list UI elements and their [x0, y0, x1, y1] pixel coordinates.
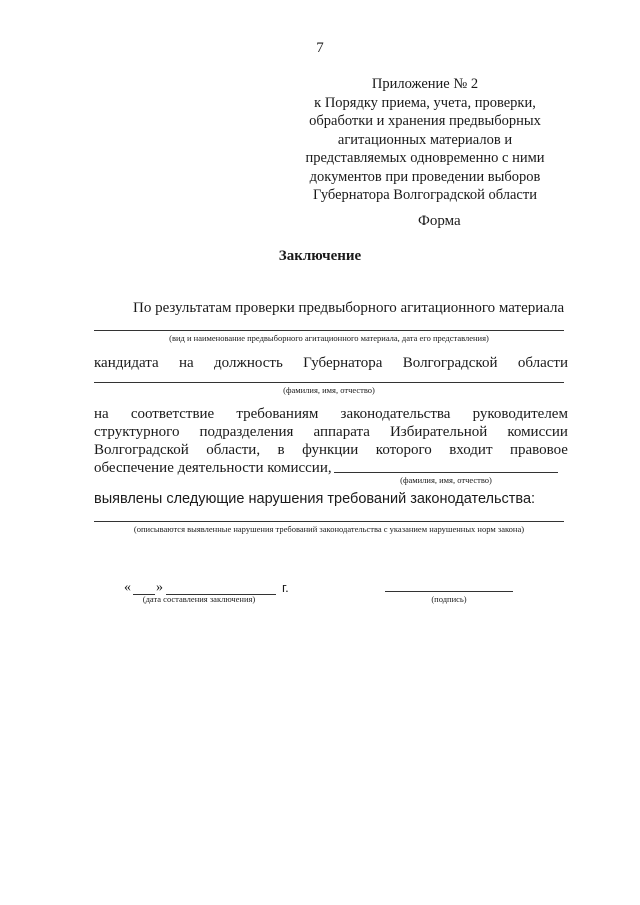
candidate-word: на: [179, 355, 194, 371]
appendix-line: к Порядку приема, учета, проверки,: [314, 94, 536, 111]
violations-blank-line: [94, 521, 564, 522]
candidate-word: должность: [214, 355, 283, 371]
compliance-word: области,: [206, 442, 261, 458]
document-title: Заключение: [278, 248, 362, 264]
close-quote: »: [156, 580, 163, 595]
compliance-word: соответствие: [130, 406, 215, 422]
violations-caption: (описываются выявленные нарушения требований законодательства с указанием нарушенных норм закона): [133, 524, 525, 534]
date-caption: (дата составления заключения): [142, 594, 256, 604]
commission-fio-line: [334, 472, 558, 473]
candidate-word: Волгоградской: [402, 355, 498, 371]
compliance-line-3: [94, 441, 568, 459]
compliance-word: Волгоградской: [94, 442, 189, 458]
compliance-word: Избирательной: [389, 424, 488, 440]
candidate-fio-caption: (фамилия, имя, отчество): [283, 385, 375, 395]
compliance-word: входит: [449, 442, 493, 458]
compliance-line-1: [94, 405, 568, 423]
signature-caption: (подпись): [431, 594, 467, 604]
appendix-line: Губернатора Волгоградской области: [313, 187, 537, 203]
candidate-word: области: [517, 355, 568, 371]
appendix-line: агитационных материалов и: [337, 131, 513, 148]
compliance-word: структурного: [94, 424, 180, 440]
candidate-fio-line: [94, 382, 564, 383]
form-label: Форма: [418, 213, 461, 229]
commission-fio-caption: (фамилия, имя, отчество): [400, 475, 492, 485]
page-number: 7: [316, 40, 324, 56]
compliance-word: которого: [375, 442, 432, 458]
compliance-word: требованиям: [236, 406, 319, 422]
candidate-word: Губернатора: [303, 355, 383, 371]
compliance-word: функции: [302, 442, 359, 458]
compliance-word: законодательства: [340, 406, 451, 422]
compliance-line-2: [94, 423, 568, 441]
year-suffix: г.: [282, 580, 289, 595]
compliance-word: правовое: [509, 442, 568, 458]
compliance-line-4: обеспечение деятельности комиссии,: [94, 460, 332, 476]
appendix-header: [300, 75, 550, 205]
open-quote: «: [124, 580, 131, 595]
appendix-line: обработки и хранения предвыборных: [309, 113, 541, 129]
compliance-word: руководителем: [472, 406, 568, 422]
candidate-line: [94, 354, 568, 372]
appendix-line: представляемых одновременно с ними: [305, 150, 545, 166]
material-blank-line: [94, 330, 564, 331]
compliance-word: комиссии: [507, 424, 568, 440]
intro-text: По результатам проверки предвыборного агитационного материала: [133, 300, 565, 316]
appendix-line: Приложение № 2: [371, 76, 479, 92]
appendix-line: документов при проведении выборов: [309, 168, 541, 185]
compliance-word: на: [94, 406, 109, 422]
compliance-word: в: [277, 442, 285, 458]
candidate-word: кандидата: [94, 355, 159, 371]
material-caption: (вид и наименование предвыборного агитационного материала, дата его представления): [169, 333, 489, 343]
compliance-word: аппарата: [313, 424, 370, 440]
compliance-word: подразделения: [199, 424, 294, 440]
signature-line: [385, 591, 513, 592]
violations-text: выявлены следующие нарушения требований законодательства:: [94, 491, 536, 507]
